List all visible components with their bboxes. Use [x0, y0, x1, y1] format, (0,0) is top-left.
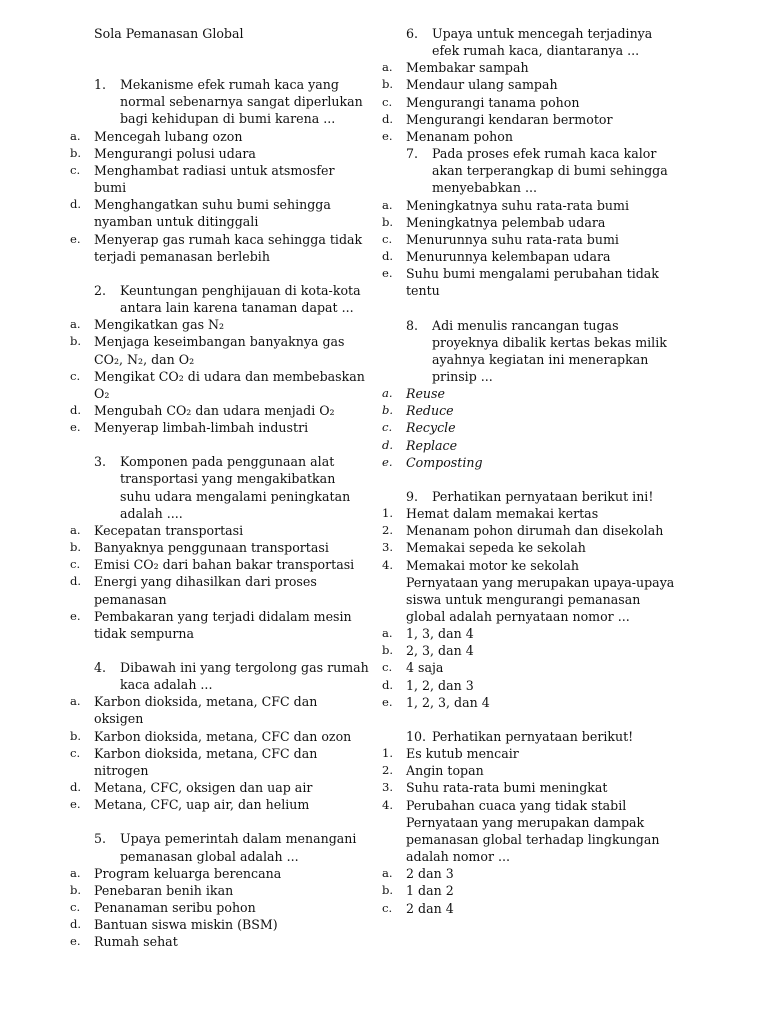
option-a: a. 1, 3, dan 4 — [382, 626, 474, 642]
option-c: c. Mengurangi tanama pohon — [382, 94, 580, 110]
question-stem — [382, 488, 682, 505]
question-4 — [70, 659, 370, 813]
question-stem — [382, 25, 682, 59]
option-d: d. Bantuan siswa miskin (BSM) — [70, 917, 278, 933]
statement-2: 2. Menanam pohon dirumah dan disekolah — [382, 523, 664, 539]
statement-3: 3. Suhu rata-rata bumi meningkat — [382, 780, 608, 796]
question-text: Pada proses efek rumah kaca kalor akan terperangkap di bumi sehingga menyebabkan ... — [432, 146, 668, 196]
option-b: b. Banyaknya penggunaan transportasi — [70, 540, 329, 556]
question-stem — [70, 453, 370, 522]
option-c: c. Menurunnya suhu rata-rata bumi — [382, 231, 619, 247]
option-e: e. Composting — [382, 454, 483, 470]
option-b: b. 2, 3, dan 4 — [382, 643, 474, 659]
option-e: e. Menyerap gas rumah kaca sehingga tidak terjadi pemanasan berlebih — [70, 231, 363, 264]
option-d: d. Replace — [382, 437, 458, 453]
option-c: c. Penanaman seribu pohon — [70, 900, 256, 916]
question-stem — [70, 76, 370, 127]
option-d: d. Mengubah CO₂ dan udara menjadi O₂ — [70, 402, 335, 418]
question-number: 9. — [406, 488, 419, 504]
statement-1: 1. Hemat dalam memakai kertas — [382, 506, 599, 522]
option-c: c. Recycle — [382, 420, 456, 436]
option-c: c. Emisi CO₂ dari bahan bakar transportasi — [70, 557, 355, 573]
question-7 — [382, 145, 682, 299]
question-text: Mekanisme efek rumah kaca yang normal sebenarnya sangat diperlukan bagi kehidupan di bumi karena ... — [120, 77, 363, 127]
question-number: 5. — [94, 831, 107, 847]
statement-1: 1. Es kutub mencair — [382, 746, 519, 762]
option-b: b. 1 dan 2 — [382, 883, 454, 899]
question-3 — [70, 453, 370, 642]
question-number: 3. — [94, 454, 107, 470]
option-e: e. Rumah sehat — [70, 934, 178, 950]
question-text: Komponen pada penggunaan alat transportasi yang mengakibatkan suhu udara mengalami peningkatan adalah .... — [120, 454, 351, 521]
question-stem — [382, 728, 682, 745]
page-title: Sola Pemanasan Global — [94, 26, 244, 41]
option-d: d. 1, 2, dan 3 — [382, 677, 474, 693]
question-number: 6. — [406, 26, 419, 41]
question-prompt: Pernyataan yang merupakan upaya-upaya siswa untuk mengurangi pemanasan global adalah pernyataan nomor ... — [406, 574, 675, 624]
option-b: b. Mengurangi polusi udara — [70, 145, 256, 161]
option-e: e. Suhu bumi mengalami perubahan tidak tentu — [382, 266, 659, 299]
question-number: 10. — [406, 728, 427, 744]
question-stem — [70, 659, 370, 693]
question-number: 4. — [94, 660, 107, 675]
question-stem — [70, 282, 370, 316]
question-8 — [382, 317, 682, 471]
question-text: Perhatikan pernyataan berikut! — [432, 728, 634, 744]
option-b: b. Meningkatnya pelembab udara — [382, 214, 606, 230]
option-a: a. Program keluarga berencana — [70, 865, 282, 881]
option-c: c. Menghambat radiasi untuk atsmosfer bumi — [70, 162, 335, 196]
option-b: b. Mendaur ulang sampah — [382, 77, 558, 93]
question-9 — [382, 488, 682, 711]
question-text: Adi menulis rancangan tugas proyeknya dibalik kertas bekas milik ayahnya kegiatan ini menerapkan prinsip ... — [432, 317, 667, 384]
question-number: 8. — [406, 317, 419, 333]
question-text: Upaya untuk mencegah terjadinya efek rumah kaca, diantaranya ... — [432, 26, 653, 59]
option-a: a. Reuse — [382, 386, 445, 402]
option-a: a. 2 dan 3 — [382, 866, 454, 882]
option-d: d. Energi yang dihasilkan dari proses pemanasan — [70, 574, 317, 607]
option-b: b. Reduce — [382, 403, 454, 419]
question-text: Perhatikan pernyataan berikut ini! — [432, 488, 654, 504]
question-number: 2. — [94, 282, 107, 298]
question-10 — [382, 728, 682, 917]
option-e: e. Menanam pohon — [382, 128, 513, 144]
question-number: 1. — [94, 77, 107, 93]
option-e: e. 1, 2, 3, dan 4 — [382, 694, 490, 710]
option-a: a. Kecepatan transportasi — [70, 522, 244, 538]
option-d: d. Metana, CFC, oksigen dan uap air — [70, 780, 313, 796]
question-stem — [382, 317, 682, 386]
question-text: Keuntungan penghijauan di kota-kota antara lain karena tanaman dapat ... — [120, 282, 361, 316]
option-d: d. Mengurangi kendaran bermotor — [382, 111, 613, 127]
question-text: Upaya pemerintah dalam menangani pemanasan global adalah ... — [120, 831, 357, 864]
statement-4: 4. Perubahan cuaca yang tidak stabil — [382, 797, 627, 813]
option-b: b. Menjaga keseimbangan banyaknya gas CO₂, N₂, dan O₂ — [70, 334, 345, 367]
left-column — [70, 25, 370, 968]
right-column — [382, 25, 682, 917]
option-d: d. Menurunnya kelembapan udara — [382, 249, 611, 265]
option-a: a. Mencegah lubang ozon — [70, 128, 243, 144]
question-5 — [70, 830, 370, 950]
question-prompt: Pernyataan yang merupakan dampak pemanasan global terhadap lingkungan adalah nomor ... — [406, 814, 660, 865]
statement-3: 3. Memakai sepeda ke sekolah — [382, 540, 586, 556]
option-a: a. Mengikatkan gas N₂ — [70, 317, 225, 333]
option-a: a. Karbon dioksida, metana, CFC dan oksigen — [70, 694, 318, 727]
option-d: d. Menghangatkan suhu bumi sehingga nyamban untuk ditinggali — [70, 197, 331, 230]
question-text: Dibawah ini yang tergolong gas rumah kaca adalah ... — [120, 660, 369, 693]
question-stem — [382, 145, 682, 196]
question-1 — [70, 76, 370, 265]
option-c: c. Mengikat CO₂ di udara dan membebaskan O₂ — [70, 368, 365, 401]
statement-2: 2. Angin topan — [382, 763, 484, 779]
option-c: c. Karbon dioksida, metana, CFC dan nitrogen — [70, 745, 318, 778]
option-e: e. Metana, CFC, uap air, dan helium — [70, 797, 310, 813]
option-a: a. Meningkatnya suhu rata-rata bumi — [382, 197, 629, 213]
option-a: a. Membakar sampah — [382, 60, 529, 76]
question-number: 7. — [406, 146, 419, 162]
question-6 — [382, 25, 682, 145]
option-b: b. Penebaran benih ikan — [70, 882, 234, 898]
question-stem — [70, 830, 370, 864]
statement-4: 4. Memakai motor ke sekolah — [382, 557, 580, 573]
option-c: c. 2 dan 4 — [382, 900, 454, 916]
option-e: e. Pembakaran yang terjadi didalam mesin tidak sempurna — [70, 608, 352, 641]
option-c: c. 4 saja — [382, 660, 444, 676]
question-2 — [70, 282, 370, 436]
option-e: e. Menyerap limbah-limbah industri — [70, 420, 309, 436]
option-b: b. Karbon dioksida, metana, CFC dan ozon — [70, 728, 352, 744]
